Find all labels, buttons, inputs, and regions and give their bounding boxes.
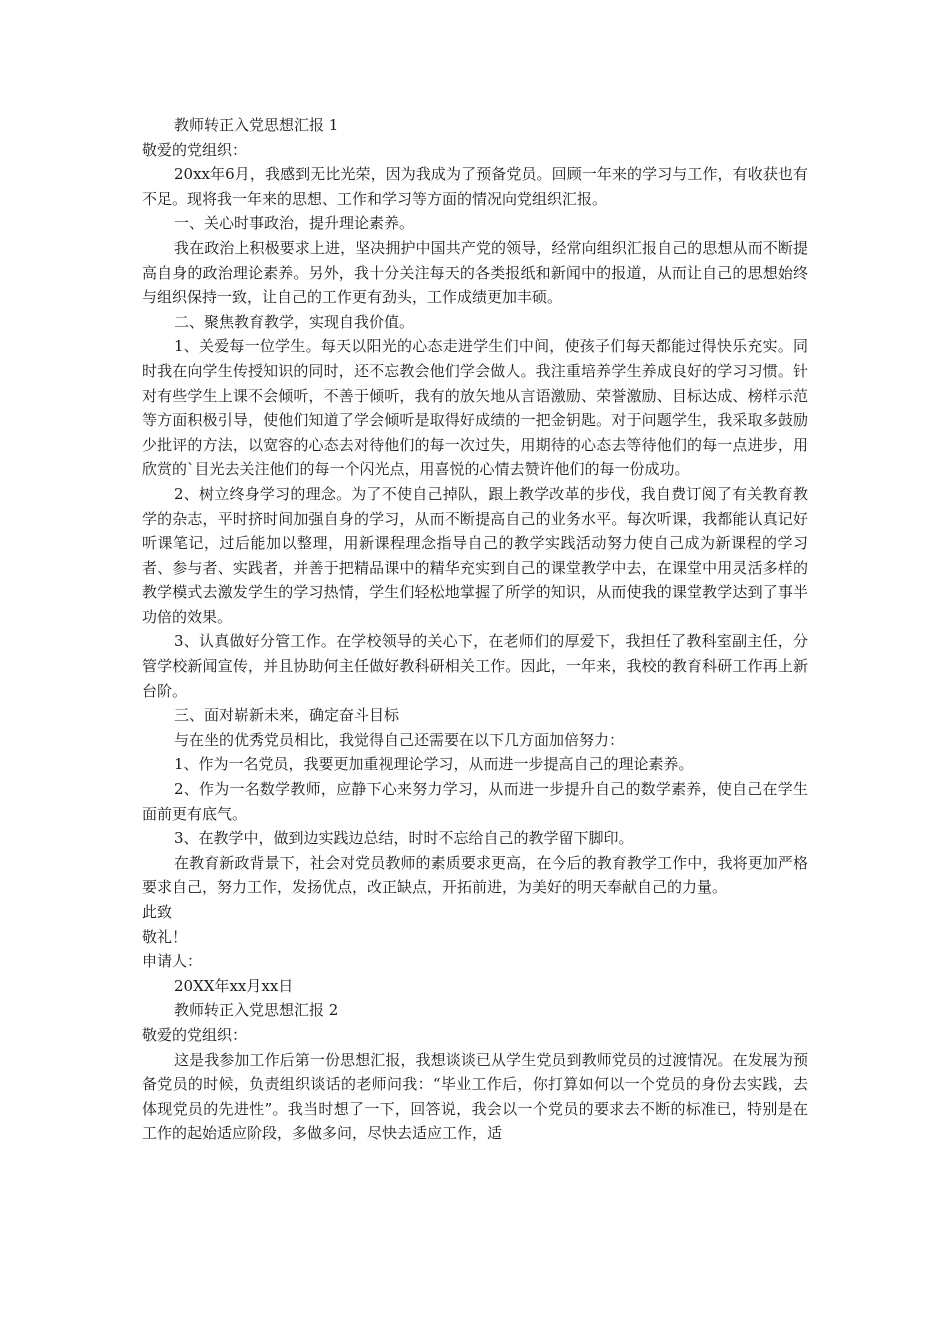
- paragraph: 3、认真做好分管工作。在学校领导的关心下，在老师们的厚爱下，我担任了教科室副主任，分管学校新闻宣传，并且协助何主任做好教科研相关工作。因此，一年来，我校的教育科研工作再上新台阶。: [142, 632, 808, 700]
- paragraph: 3、在教学中，做到边实践边总结，时时不忘给自己的教学留下脚印。: [174, 829, 634, 848]
- paragraph: 我在政治上积极要求上进，坚决拥护中国共产党的领导，经常向组织汇报自己的思想从而不断提高自身的政治理论素养。另外，我十分关注每天的各类报纸和新闻中的报道，从而让自己的思想始终与组织保持一致，让自己的工作更有劲头，工作成绩更加丰硕。: [142, 238, 808, 307]
- closing-salute: 敬礼！: [142, 927, 188, 946]
- section-heading: 一、关心时事政治，提升理论素养。: [174, 214, 415, 233]
- report-date: 20XX年xx月xx日: [174, 976, 294, 995]
- paragraph: 与在坐的优秀党员相比，我觉得自己还需要在以下几方面加倍努力：: [174, 730, 625, 749]
- paragraph: 2、作为一名数学教师，应静下心来努力学习，从而进一步提升自己的数学素养，使自己在学生面前更有底气。: [142, 780, 808, 823]
- paragraph: 20xx年6月，我感到无比光荣，因为我成为了预备党员。回顾一年来的学习与工作，有收获也有不足。现将我一年来的思想、工作和学习等方面的情况向党组织汇报。: [142, 165, 808, 208]
- applicant-label: 申请人：: [142, 952, 203, 971]
- report-title-1: 教师转正入党思想汇报 1: [174, 116, 339, 134]
- closing-line: 此致: [142, 903, 173, 921]
- section-heading: 三、面对崭新未来，确定奋斗目标: [174, 706, 400, 725]
- section-heading: 二、聚焦教育教学，实现自我价值。: [174, 312, 415, 331]
- paragraph: 这是我参加工作后第一份思想汇报，我想谈谈已从学生党员到教师党员的过渡情况。在发展为预备党员的时候，负责组织谈话的老师问我：“毕业工作后，你打算如何以一个党员的身份去实践，去体现党员的先进性”。我当时想了一下，回答说，我会以一个党员的要求去不断的标准已，特别是在工作的起始适应阶段，多做多问，尽快去适应工作，适: [142, 1050, 808, 1143]
- paragraph: 在教育新政背景下，社会对党员教师的素质要求更高，在今后的教育教学工作中，我将更加严格要求自己，努力工作，发扬优点，改正缺点，开拓前进，为美好的明天奉献自己的力量。: [142, 853, 808, 897]
- paragraph: 1、作为一名党员，我要更加重视理论学习，从而进一步提高自己的理论素养。: [174, 755, 694, 774]
- document-page: [142, 113, 808, 1146]
- paragraph: 1、关爱每一位学生。每天以阳光的心态走进学生们中间，使孩子们每天都能过得快乐充实。同时我在向学生传授知识的同时，还不忘教会他们学会做人。我注重培养学生养成良好的学习习惯。针对有些学生上课不会倾听，不善于倾听，我有的放矢地从言语激励、荣誉激励、目标达成、榜样示范等方面积极引导，使他们知道了学会倾听是取得好成绩的一把金钥匙。对于问题学生，我采取多鼓励少批评的方法，以宽容的心态去对待他们的每一次过失，用期待的心态去等待他们的每一点进步，用欣赏的`目光去关注他们的每一个闪光点，用喜悦的心情去赞许他们的每一份成功。: [142, 337, 808, 479]
- salutation-2: 敬爱的党组织：: [142, 1025, 248, 1044]
- report-title-2: 教师转正入党思想汇报 2: [174, 1001, 339, 1020]
- salutation-1: 敬爱的党组织：: [142, 140, 248, 159]
- paragraph: 2、树立终身学习的理念。为了不使自己掉队，跟上教学改革的步伐，我自费订阅了有关教育教学的杂志，平时挤时间加强自身的学习，从而不断提高自己的业务水平。每次听课，我都能认真记好听课笔记，过后能加以整理，用新课程理念指导自己的教学实践活动努力使自己成为新课程的学习者、参与者、实践者，并善于把精品课中的精华充实到自己的课堂教学中去，在课堂中用灵活多样的教学模式去激发学生的学习热情，学生们轻松地掌握了所学的知识，从而使我的课堂教学达到了事半功倍的效果。: [142, 484, 808, 626]
